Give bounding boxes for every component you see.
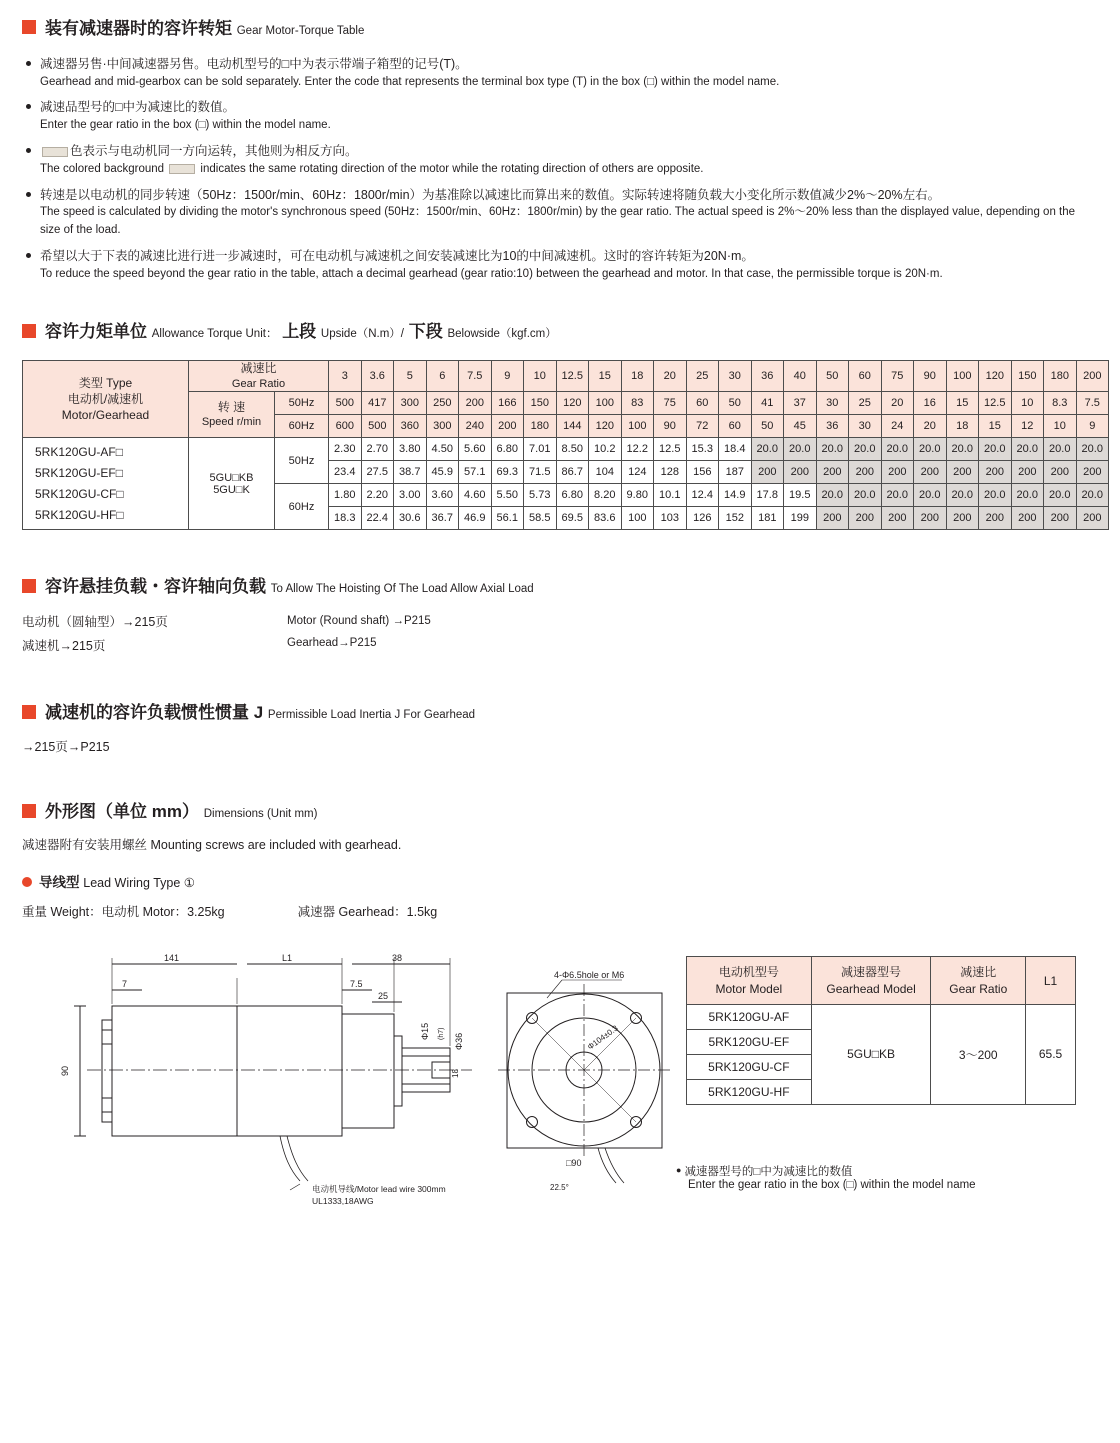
torque-value: 56.1 — [491, 507, 524, 530]
torque-value: 69.5 — [556, 507, 589, 530]
torque-value: 58.5 — [524, 507, 557, 530]
list-item: 色表示与电动机同一方向运转，其他则为相反方向。 The colored background indicates the same rotating direction of the motor while the rotating direction of others are opposite. — [22, 142, 1098, 179]
section-marker-icon — [22, 579, 36, 593]
speed-value: 45 — [784, 415, 817, 438]
col-header-motor-model: 电动机型号 Motor Model — [687, 957, 812, 1004]
color-swatch-icon — [169, 164, 195, 174]
ratio-value: 10 — [524, 361, 557, 392]
motor-model-cell: 5RK120GU-AF□ 5RK120GU-EF□ 5RK120GU-CF□ 5RK120GU-HF□ — [23, 438, 189, 530]
speed-value: 20 — [914, 415, 947, 438]
torque-value: 20.0 — [784, 438, 817, 461]
torque-value: 9.80 — [621, 484, 654, 507]
section-marker-icon — [22, 705, 36, 719]
notes-list — [22, 55, 1098, 284]
ratio-value: 18 — [621, 361, 654, 392]
section-heading-inertia: 减速机的容许负载惯性惯量 J Permissible Load Inertia J For Gearhead — [22, 698, 1098, 725]
lead-wire-label-2: UL1333,18AWG — [312, 1196, 374, 1207]
torque-value: 200 — [914, 507, 947, 530]
color-swatch-icon — [42, 147, 68, 157]
torque-value: 200 — [946, 507, 979, 530]
speed-value: 50 — [719, 392, 752, 415]
dim-label-shaft: Φ15 — [420, 1023, 430, 1041]
torque-value: 104 — [589, 461, 622, 484]
torque-value: 20.0 — [946, 438, 979, 461]
section-heading-dimensions: 外形图（单位 mm） Dimensions (Unit mm) — [22, 797, 1098, 824]
hoisting-en-2: Gearhead→P215 — [287, 636, 377, 649]
type-header-cell: 类型 Type 电动机/减速机 Motor/Gearhead — [23, 361, 189, 438]
hoisting-refs — [22, 611, 1098, 659]
gearhead-model-cell: 5GU□KB 5GU□K — [189, 438, 275, 530]
torque-value: 12.2 — [621, 438, 654, 461]
speed-value: 7.5 — [1076, 392, 1109, 415]
speed-header-cell: 转 速 Speed r/min — [189, 392, 275, 438]
torque-value: 12.4 — [686, 484, 719, 507]
speed-value: 16 — [914, 392, 947, 415]
torque-value: 45.9 — [426, 461, 459, 484]
speed-value: 100 — [621, 415, 654, 438]
torque-value: 18.3 — [329, 507, 362, 530]
torque-value: 200 — [816, 461, 849, 484]
torque-value: 4.50 — [426, 438, 459, 461]
torque-value: 20.0 — [881, 484, 914, 507]
inertia-reference: →215页→P215 — [22, 740, 110, 755]
speed-hz-label: 50Hz — [275, 392, 329, 415]
dim-label-d36: Φ36 — [454, 1033, 464, 1051]
speed-value: 30 — [849, 415, 882, 438]
torque-value: 20.0 — [979, 484, 1012, 507]
speed-value: 25 — [849, 392, 882, 415]
torque-value: 6.80 — [491, 438, 524, 461]
ratio-value: 9 — [491, 361, 524, 392]
torque-value: 30.6 — [394, 507, 427, 530]
torque-value: 100 — [621, 507, 654, 530]
speed-value: 166 — [491, 392, 524, 415]
torque-value: 10.1 — [654, 484, 687, 507]
l1-value: 65.5 — [1026, 1004, 1076, 1104]
ratio-value: 3.6 — [361, 361, 394, 392]
col-header-l1: L1 — [1026, 957, 1076, 1004]
torque-value: 20.0 — [1011, 438, 1044, 461]
speed-value: 10 — [1044, 415, 1077, 438]
speed-value: 41 — [751, 392, 784, 415]
torque-value: 200 — [1044, 507, 1077, 530]
speed-value: 12.5 — [979, 392, 1012, 415]
dim-label-angle: 22.5° — [550, 1183, 569, 1193]
torque-value: 5.60 — [459, 438, 492, 461]
ratio-value: 12.5 — [556, 361, 589, 392]
speed-value: 250 — [426, 392, 459, 415]
dim-label-141: 141 — [164, 953, 180, 964]
speed-value: 8.3 — [1044, 392, 1077, 415]
ratio-value: 150 — [1011, 361, 1044, 392]
torque-value: 124 — [621, 461, 654, 484]
speed-value: 50 — [751, 415, 784, 438]
speed-value: 120 — [556, 392, 589, 415]
torque-value: 187 — [719, 461, 752, 484]
motor-model-value: 5RK120GU-HF — [687, 1079, 812, 1104]
ratio-value: 36 — [751, 361, 784, 392]
speed-value: 240 — [459, 415, 492, 438]
torque-value: 15.3 — [686, 438, 719, 461]
torque-value: 20.0 — [979, 438, 1012, 461]
torque-value: 20.0 — [881, 438, 914, 461]
section-heading-allowance-unit: 容许力矩单位 Allowance Torque Unit： 上段 Upside（N.m）/ 下段 Belowside（kgf.cm） — [22, 317, 1098, 344]
torque-value: 200 — [816, 507, 849, 530]
torque-value: 20.0 — [751, 438, 784, 461]
torque-value: 200 — [849, 507, 882, 530]
ratio-value: 50 — [816, 361, 849, 392]
speed-value: 37 — [784, 392, 817, 415]
torque-value: 20.0 — [849, 438, 882, 461]
speed-value: 200 — [491, 415, 524, 438]
speed-value: 20 — [881, 392, 914, 415]
dimensions-note: 减速器附有安装用螺丝 Mounting screws are included with gearhead. — [22, 838, 402, 853]
torque-value: 2.30 — [329, 438, 362, 461]
speed-value: 417 — [361, 392, 394, 415]
torque-value: 5.50 — [491, 484, 524, 507]
ratio-value: 75 — [881, 361, 914, 392]
ratio-value: 30 — [719, 361, 752, 392]
speed-value: 200 — [459, 392, 492, 415]
torque-value: 46.9 — [459, 507, 492, 530]
torque-value: 4.60 — [459, 484, 492, 507]
torque-value: 36.7 — [426, 507, 459, 530]
speed-value: 144 — [556, 415, 589, 438]
dim-label-18: 18 — [451, 1069, 460, 1079]
ratio-value: 180 — [1044, 361, 1077, 392]
ratio-value: 40 — [784, 361, 817, 392]
note-with-swatch: 色表示与电动机同一方向运转，其他则为相反方向。 — [40, 142, 1098, 161]
ratio-value: 5 — [394, 361, 427, 392]
table-row — [687, 957, 1076, 1004]
torque-value: 200 — [1076, 461, 1109, 484]
speed-value: 100 — [589, 392, 622, 415]
dim-label-38: 38 — [392, 953, 403, 964]
motor-model-value: 5RK120GU-CF — [687, 1054, 812, 1079]
torque-value: 200 — [751, 461, 784, 484]
row-hz-label: 50Hz — [275, 438, 329, 484]
torque-value: 200 — [1044, 461, 1077, 484]
torque-value: 12.5 — [654, 438, 687, 461]
torque-value: 20.0 — [1011, 484, 1044, 507]
section-marker-icon — [22, 804, 36, 818]
torque-value: 200 — [979, 507, 1012, 530]
bullet-dot-icon — [22, 877, 32, 887]
speed-value: 600 — [329, 415, 362, 438]
page — [0, 14, 1120, 1443]
torque-value: 103 — [654, 507, 687, 530]
speed-hz-label: 60Hz — [275, 415, 329, 438]
torque-value: 20.0 — [914, 438, 947, 461]
torque-value: 86.7 — [556, 461, 589, 484]
speed-value: 12 — [1011, 415, 1044, 438]
torque-value: 200 — [914, 461, 947, 484]
speed-value: 500 — [361, 415, 394, 438]
speed-value: 10 — [1011, 392, 1044, 415]
dim-label-shaft-tol: (h7) — [438, 1028, 445, 1041]
torque-value: 20.0 — [816, 438, 849, 461]
ratio-value: 15 — [589, 361, 622, 392]
torque-value: 20.0 — [946, 484, 979, 507]
speed-value: 36 — [816, 415, 849, 438]
col-header-gearhead-model: 减速器型号 Gearhead Model — [811, 957, 931, 1004]
section-marker-icon — [22, 20, 36, 34]
torque-value: 69.3 — [491, 461, 524, 484]
row-hz-label: 60Hz — [275, 484, 329, 530]
torque-value: 8.20 — [589, 484, 622, 507]
torque-value: 20.0 — [1044, 484, 1077, 507]
list-item: 希望以大于下表的减速比进行进一步减速时，可在电动机与减速机之间安装减速比为10的中间减速机。这时的容许转矩为20N·m。 To reduce the speed beyond the gear ratio in the table, attach a decimal gearhead (gear ratio:10) between the gearhead and motor. In that case, the permissible torque is 20N·m. — [22, 247, 1098, 284]
speed-value: 83 — [621, 392, 654, 415]
torque-value: 2.20 — [361, 484, 394, 507]
torque-value: 71.5 — [524, 461, 557, 484]
speed-value: 120 — [589, 415, 622, 438]
col-header-gear-ratio: 减速比 Gear Ratio — [931, 957, 1026, 1004]
torque-value: 20.0 — [816, 484, 849, 507]
speed-value: 150 — [524, 392, 557, 415]
dim-label-25: 25 — [378, 991, 389, 1002]
torque-table — [22, 360, 1109, 530]
table-row — [687, 1004, 1076, 1029]
speed-value: 60 — [686, 392, 719, 415]
speed-value: 360 — [394, 415, 427, 438]
torque-value: 126 — [686, 507, 719, 530]
speed-value: 90 — [654, 415, 687, 438]
torque-value: 156 — [686, 461, 719, 484]
speed-value: 15 — [946, 392, 979, 415]
torque-value: 20.0 — [1076, 484, 1109, 507]
torque-value: 57.1 — [459, 461, 492, 484]
list-item: 减速品型号的□中为减速比的数值。 Enter the gear ratio in the box (□) within the model name. — [22, 98, 1098, 135]
ratio-value: 7.5 — [459, 361, 492, 392]
torque-value: 200 — [784, 461, 817, 484]
dim-label-7-5: 7.5 — [350, 979, 363, 990]
torque-value: 3.60 — [426, 484, 459, 507]
torque-value: 17.8 — [751, 484, 784, 507]
speed-value: 24 — [881, 415, 914, 438]
torque-value: 200 — [979, 461, 1012, 484]
torque-value: 128 — [654, 461, 687, 484]
torque-value: 200 — [1076, 507, 1109, 530]
dim-label-sq90: □90 — [566, 1158, 582, 1169]
hoisting-en-1: Motor (Round shaft) →P215 — [287, 614, 431, 627]
torque-value: 8.50 — [556, 438, 589, 461]
dim-label-holes: 4-Φ6.5hole or M6 — [554, 970, 625, 981]
section-marker-icon — [22, 324, 36, 338]
torque-value: 19.5 — [784, 484, 817, 507]
torque-value: 6.80 — [556, 484, 589, 507]
torque-value: 23.4 — [329, 461, 362, 484]
dim-label-pcd: Φ104±0.3 — [585, 1024, 620, 1053]
table-row — [23, 361, 1109, 392]
torque-value: 200 — [946, 461, 979, 484]
section-heading-hoisting: 容许悬挂负载・容许轴向负载 To Allow The Hoisting Of The Load Allow Axial Load — [22, 572, 1098, 599]
speed-value: 9 — [1076, 415, 1109, 438]
list-item: 减速器另售·中间减速器另售。电动机型号的□中为表示带端子箱型的记号(T)。 Gearhead and mid-gearbox can be sold separately. Enter the code that represents the terminal box type (T) in the box (□) within the model name. — [22, 55, 1098, 92]
dimension-drawing — [42, 938, 682, 1218]
torque-value: 7.01 — [524, 438, 557, 461]
motor-model-value: 5RK120GU-AF — [687, 1004, 812, 1029]
gear-ratio-value: 3～200 — [931, 1004, 1026, 1104]
torque-value: 181 — [751, 507, 784, 530]
ratio-value: 25 — [686, 361, 719, 392]
dimensions-area — [22, 938, 1098, 1228]
table-row — [23, 438, 1109, 461]
speed-value: 75 — [654, 392, 687, 415]
dim-label-7: 7 — [122, 979, 128, 990]
torque-value: 200 — [881, 461, 914, 484]
ratio-value: 20 — [654, 361, 687, 392]
speed-value: 72 — [686, 415, 719, 438]
speed-value: 500 — [329, 392, 362, 415]
gearhead-model-value: 5GU□KB — [811, 1004, 931, 1104]
hoisting-cn-2: 减速机→215页 — [22, 638, 106, 653]
speed-value: 60 — [719, 415, 752, 438]
ratio-value: 90 — [914, 361, 947, 392]
ratio-value: 100 — [946, 361, 979, 392]
torque-value: 3.80 — [394, 438, 427, 461]
dimension-footnote: ● 减速器型号的□中为减速比的数值 Enter the gear ratio in the box (□) within the model name — [676, 1163, 1076, 1191]
torque-value: 152 — [719, 507, 752, 530]
torque-value: 10.2 — [589, 438, 622, 461]
speed-value: 15 — [979, 415, 1012, 438]
torque-value: 18.4 — [719, 438, 752, 461]
torque-value: 200 — [1011, 507, 1044, 530]
dim-label-l1: L1 — [282, 953, 293, 964]
motor-model-value: 5RK120GU-EF — [687, 1029, 812, 1054]
torque-value: 5.73 — [524, 484, 557, 507]
torque-value: 2.70 — [361, 438, 394, 461]
ratio-header-cell: 减速比 Gear Ratio — [189, 361, 329, 392]
torque-value: 200 — [1011, 461, 1044, 484]
torque-value: 199 — [784, 507, 817, 530]
speed-value: 30 — [816, 392, 849, 415]
torque-value: 20.0 — [914, 484, 947, 507]
section-heading-torque-table — [22, 14, 1098, 41]
torque-value: 200 — [881, 507, 914, 530]
ratio-value: 3 — [329, 361, 362, 392]
speed-value: 300 — [426, 415, 459, 438]
torque-value: 14.9 — [719, 484, 752, 507]
weights-line: 重量 Weight：电动机 Motor：3.25kg 减速器 Gearhead：1.5kg — [22, 905, 438, 920]
torque-value: 83.6 — [589, 507, 622, 530]
ratio-value: 60 — [849, 361, 882, 392]
dim-label-90: 90 — [60, 1066, 70, 1077]
torque-value: 22.4 — [361, 507, 394, 530]
torque-value: 27.5 — [361, 461, 394, 484]
lead-wiring-heading: 导线型 Lead Wiring Type ① — [22, 871, 1098, 893]
hoisting-cn-1: 电动机（圆轴型）→215页 — [22, 614, 168, 629]
torque-value: 20.0 — [1044, 438, 1077, 461]
speed-value: 18 — [946, 415, 979, 438]
torque-value: 3.00 — [394, 484, 427, 507]
ratio-value: 200 — [1076, 361, 1109, 392]
torque-value: 1.80 — [329, 484, 362, 507]
lead-wire-label-1: 电动机导线/Motor lead wire 300mm — [312, 1184, 446, 1195]
ratio-value: 120 — [979, 361, 1012, 392]
ratio-value: 6 — [426, 361, 459, 392]
torque-value: 200 — [849, 461, 882, 484]
model-dimension-table — [686, 956, 1076, 1104]
speed-value: 180 — [524, 415, 557, 438]
section-title-torque: 装有减速器时的容许转矩 Gear Motor-Torque Table — [45, 19, 365, 38]
torque-value: 20.0 — [849, 484, 882, 507]
speed-value: 300 — [394, 392, 427, 415]
torque-value: 38.7 — [394, 461, 427, 484]
torque-value: 20.0 — [1076, 438, 1109, 461]
list-item: 转速是以电动机的同步转速（50Hz：1500r/min、60Hz：1800r/min）为基准除以减速比而算出来的数值。实际转速将随负载大小变化所示数值减少2%～20%左右。 The speed is calculated by dividing the motor's synchronous speed (50Hz：1500r/min、60Hz：1800r/min) by the gear ratio. The actual speed is 2%～20% less than the displayed value, depending on the size of the load. — [22, 186, 1098, 240]
